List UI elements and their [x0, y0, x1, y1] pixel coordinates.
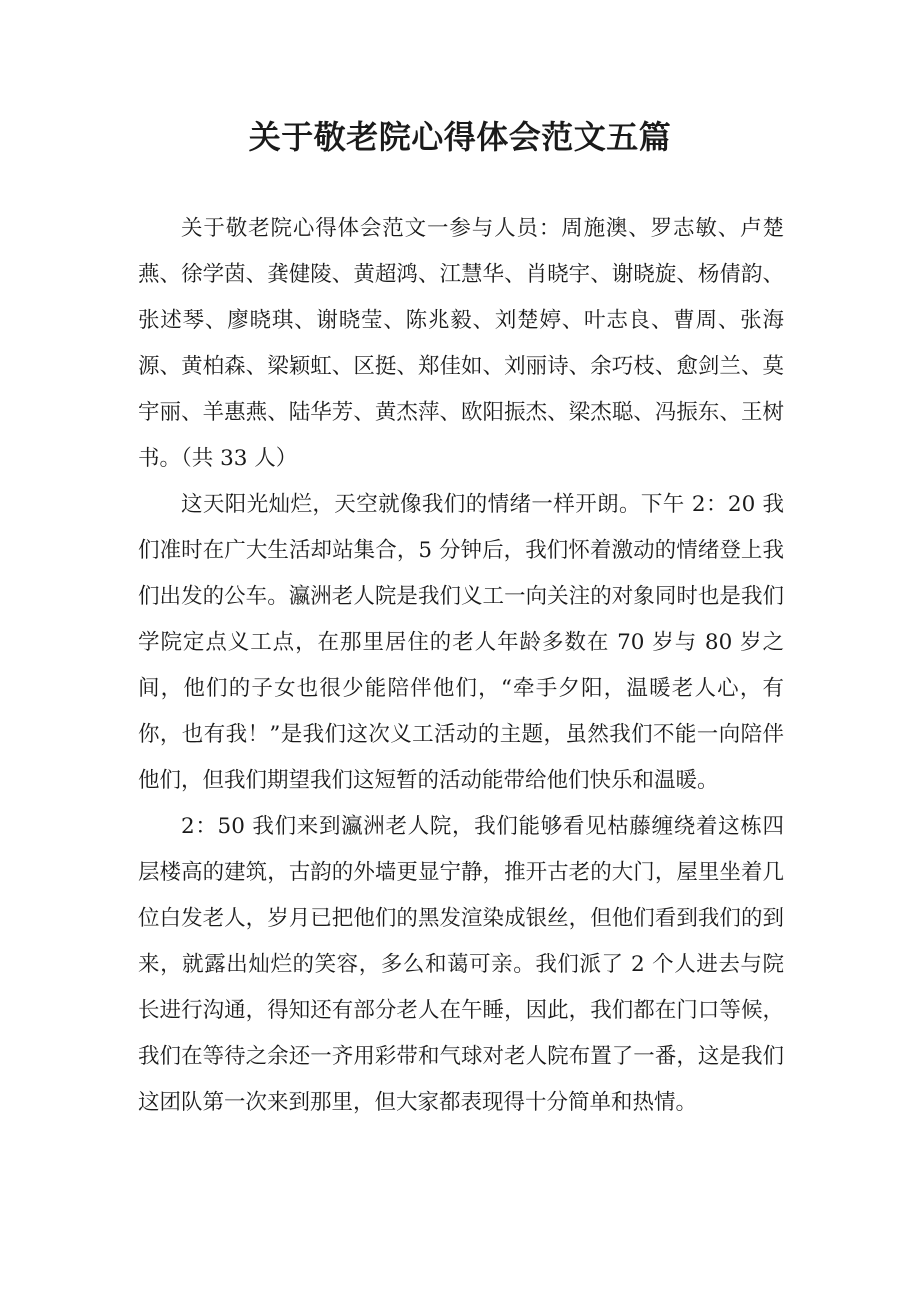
- paragraph-arrival: 2：50 我们来到瀛洲老人院，我们能够看见枯藤缠绕着这栋四层楼高的建筑，古韵的外墙更显宁静，推开古老的大门，屋里坐着几位白发老人，岁月已把他们的黑发渲染成银丝，但他们看到我们的到来，就露出灿烂的笑容，多么和蔼可亲。我们派了 2 个人进去与院长进行沟通，得知还有部分老人在午睡，因此，我们都在门口等候，我们在等待之余还一齐用彩带和气球对老人院布置了一番，这是我们这团队第一次来到那里，但大家都表现得十分简单和热情。: [138, 814, 784, 1115]
- document-body: [138, 206, 784, 1126]
- document-title: 关于敬老院心得体会范文五篇: [248, 118, 672, 156]
- paragraph-participants: 关于敬老院心得体会范文一参与人员：周施澳、罗志敏、卢楚燕、徐学茵、龚健陵、黄超鸿、江慧华、肖晓宇、谢晓旋、杨倩韵、张述琴、廖晓琪、谢晓莹、陈兆毅、刘楚婷、叶志良、曹周、张海源、黄柏森、梁颖虹、区挺、郑佳如、刘丽诗、余巧枝、愈剑兰、莫宇丽、羊惠燕、陆华芳、黄杰萍、欧阳振杰、梁杰聪、冯振东、王树书。（共 33 人）: [138, 216, 784, 471]
- paragraph-departure: 这天阳光灿烂，天空就像我们的情绪一样开朗。下午 2：20 我们准时在广大生活却站集合，5 分钟后，我们怀着激动的情绪登上我们出发的公车。瀛洲老人院是我们义工一向关注的对象同时也是我们学院定点义工点，在那里居住的老人年龄多数在 70 岁与 80 岁之间，他们的子女也很少能陪伴他们，“牵手夕阳，温暖老人心，有你，也有我！”是我们这次义工活动的主题，虽然我们不能一向陪伴他们，但我们期望我们这短暂的活动能带给他们快乐和温暖。: [138, 492, 784, 793]
